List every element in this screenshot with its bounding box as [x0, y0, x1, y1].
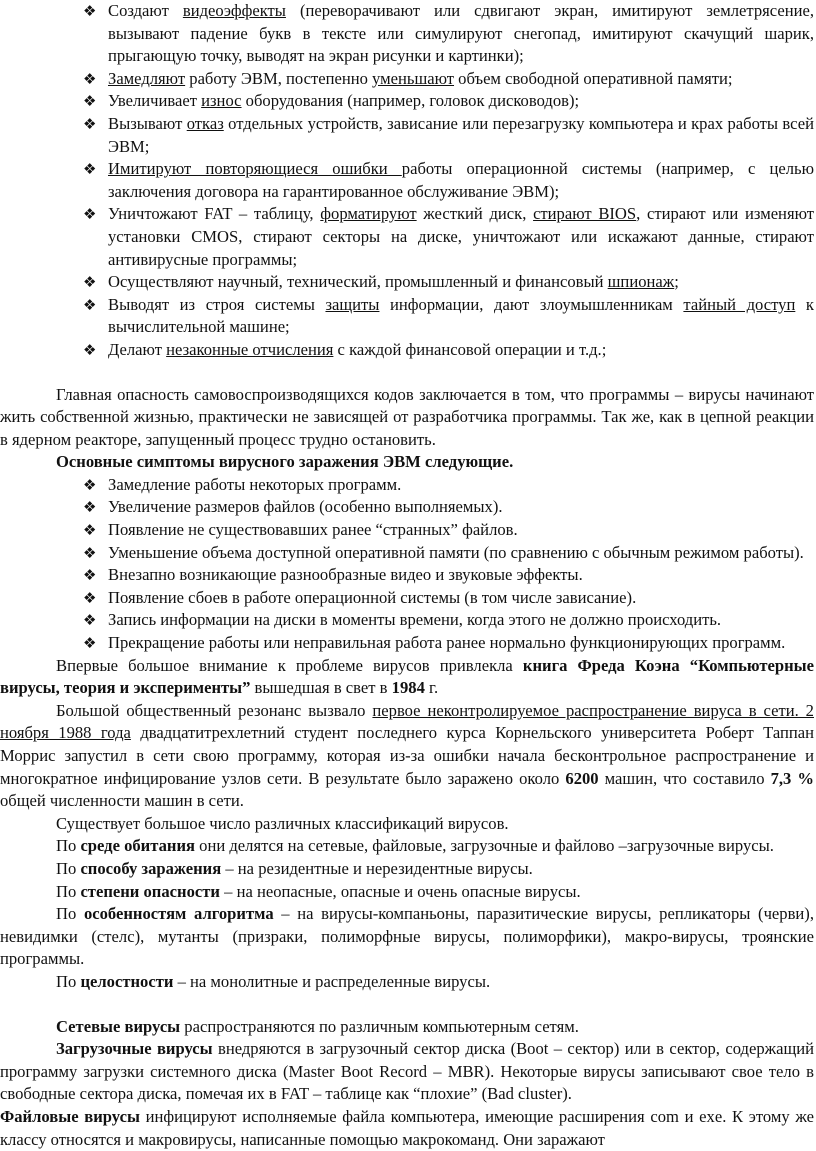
list-item-text: Появление сбоев в работе операционной системы (в том числе зависание).	[108, 587, 637, 607]
paragraph	[0, 655, 814, 700]
diamond-bullet-icon: ❖	[83, 475, 97, 494]
list-item	[83, 609, 814, 632]
paragraph	[0, 1016, 814, 1039]
text-run: с каждой финансовой операции и т.д.;	[333, 339, 607, 359]
list-item-text: Внезапно возникающие разнообразные видео и звуковые эффекты.	[108, 565, 583, 585]
spacer	[0, 994, 814, 1016]
text-run: По	[56, 836, 81, 856]
list-item-text: Уменьшение объема доступной оперативной памяти (по сравнению с обычным режимом работы).	[108, 542, 804, 562]
text-run: общей численности машин в сети.	[0, 791, 244, 811]
underlined-text: первое неконтролируемое распространение вируса в сети. 2 ноября 1988 года	[0, 700, 814, 743]
text-run: к вычислительной машине;	[108, 294, 814, 337]
diamond-bullet-icon: ❖	[83, 295, 97, 314]
list-item	[83, 542, 814, 565]
text-run: жесткий диск,	[416, 204, 534, 224]
bold-text: Файловые вирусы	[0, 1106, 140, 1126]
paragraph	[0, 858, 814, 881]
list-item-text: Увеличение размеров файлов (особенно выполняемых).	[108, 497, 503, 517]
text-run: машин, что составило	[598, 768, 771, 788]
text-run: объем свободной оперативной памяти;	[454, 68, 733, 88]
bold-text: целостности	[80, 971, 174, 991]
text-run: (переворачивают или сдвигают экран, имитируют землетрясение, вызывают падение букв в тексте или симулируют снегопад, имитируют скачущий шарик, прыгающую точку, выводят на экран рисунки и картинки);	[108, 1, 814, 66]
bold-text: 1984	[391, 678, 425, 698]
history-and-classification	[0, 655, 814, 994]
list-item	[83, 587, 814, 610]
list-item	[83, 0, 814, 68]
virus-types	[0, 1016, 814, 1106]
text-run: Делают	[108, 339, 167, 359]
text-run: Уничтожают FAT – таблицу,	[108, 204, 321, 224]
list-item	[83, 474, 814, 497]
underlined-text: уменьшают	[372, 68, 455, 88]
bold-text: книга Фреда Коэна “Компьютерные вирусы, теория и эксперименты”	[0, 655, 814, 698]
text-run: ;	[674, 272, 679, 292]
file-viruses-paragraph	[0, 1106, 814, 1151]
text-run: Большой общественный резонанс вызвало	[56, 700, 373, 720]
diamond-bullet-icon: ❖	[83, 588, 97, 607]
bold-text: степени опасности	[80, 881, 220, 901]
bold-text: особенностям алгоритма	[83, 904, 274, 924]
text-run: г.	[424, 678, 439, 698]
underlined-text: Замедляют	[108, 68, 186, 88]
list-item	[83, 203, 814, 271]
diamond-bullet-icon: ❖	[83, 92, 97, 111]
list-item	[83, 158, 814, 203]
list-item-text: Замедление работы некоторых программ.	[108, 474, 402, 494]
underlined-text: незаконные отчисления	[166, 339, 334, 359]
underlined-text: форматируют	[320, 204, 417, 224]
text-run: инфицируют исполняемые файла компьютера, имеющие расширения com и exe. К этому же классу относятся и макровирусы, написанные помощью макрокоманд. Они заражают	[0, 1106, 815, 1149]
bold-text: Сетевые вирусы	[56, 1016, 181, 1036]
list-item	[83, 90, 814, 113]
text-run: Выводят из строя системы	[108, 294, 326, 314]
diamond-bullet-icon: ❖	[83, 498, 97, 517]
paragraph	[0, 881, 814, 904]
text-run: Впервые большое внимание к проблеме вирусов привлекла	[56, 655, 523, 675]
bold-text: Загрузочные вирусы	[56, 1039, 213, 1059]
list-item	[83, 271, 814, 294]
underlined-text: тайный доступ	[683, 294, 796, 314]
text-run: работу ЭВМ, постепенно	[185, 68, 373, 88]
diamond-bullet-icon: ❖	[83, 2, 97, 20]
list-item	[83, 496, 814, 519]
text-run: Вызывают	[108, 113, 187, 133]
diamond-bullet-icon: ❖	[83, 566, 97, 585]
diamond-bullet-icon: ❖	[83, 69, 97, 88]
text-run: двадцатитрехлетний студент последнего курса Корнельского университета Роберт Таппан Моррис запустил в сети свою программу, которая из-за ошибки начала бесконтрольное распространение и многократное инфицирование узлов сети. В результате было заражено около	[0, 723, 814, 788]
underlined-text: видеоэффекты	[182, 1, 286, 20]
text-run: оборудования (например, головок дисководов);	[241, 91, 580, 111]
underlined-text: износ	[201, 91, 242, 111]
list-item	[83, 68, 814, 91]
text-run: распространяются по различным компьютерным сетям.	[180, 1016, 579, 1036]
text-run: – на монолитные и распределенные вирусы.	[173, 971, 491, 991]
paragraph	[0, 1038, 814, 1106]
paragraph	[0, 813, 814, 836]
list-item-text: Запись информации на диски в моменты времени, когда этого не должно происходить.	[108, 610, 722, 630]
underlined-text: отказ	[186, 113, 224, 133]
text-run: По	[56, 881, 81, 901]
effects-list	[0, 0, 814, 362]
symptoms-list	[0, 474, 814, 655]
text-run: Увеличивает	[108, 91, 202, 111]
underlined-text: стирают BIOS	[533, 204, 637, 224]
list-item-text: Появление не существовавших ранее “странных” файлов.	[108, 520, 518, 540]
text-run: По	[56, 858, 81, 878]
bold-text: 7,3 %	[770, 768, 815, 788]
text-run: По	[56, 971, 81, 991]
diamond-bullet-icon: ❖	[83, 205, 97, 224]
list-item	[83, 113, 814, 158]
diamond-bullet-icon: ❖	[83, 160, 97, 179]
paragraph	[0, 903, 814, 971]
text-run: Осуществляют научный, технический, промышленный и финансовый	[108, 272, 608, 292]
list-item	[83, 339, 814, 362]
underlined-text: защиты	[325, 294, 380, 314]
list-item	[83, 632, 814, 655]
bold-text: способу заражения	[80, 858, 222, 878]
symptoms-heading: Основные симптомы вирусного заражения ЭВМ следующие.	[56, 452, 514, 472]
text-run: Создают	[108, 1, 183, 20]
diamond-bullet-icon: ❖	[83, 273, 97, 292]
diamond-bullet-icon: ❖	[83, 611, 97, 630]
diamond-bullet-icon: ❖	[83, 114, 97, 133]
text-run: отдельных устройств, зависание или перезагрузку компьютера и крах работы всей ЭВМ;	[108, 113, 814, 156]
text-run: По	[56, 904, 84, 924]
diamond-bullet-icon: ❖	[83, 340, 97, 359]
list-item	[83, 519, 814, 542]
underlined-text: Имитируют повторяющиеся ошибки	[108, 159, 402, 179]
text-run: работы операционной системы (например, с целью заключения договора на гарантированное обслуживание ЭВМ);	[108, 159, 814, 201]
text-run: Существует большое число различных классификаций вирусов.	[56, 813, 509, 833]
text-run: информации, дают злоумышленникам	[379, 294, 684, 314]
text-run: – на резидентные и нерезидентные вирусы.	[221, 858, 533, 878]
text-run: вышедшая в свет в	[250, 678, 392, 698]
list-item	[83, 564, 814, 587]
text-run: – на вирусы-компаньоны, паразитические вирусы, репликаторы (черви), невидимки (стелс), мутанты (призраки, полиморфные вирусы, полиморфики), макро-вирусы, троянские программы.	[0, 904, 814, 969]
bold-text: 6200	[565, 768, 599, 788]
text-run: внедряются в загрузочный сектор диска (Boot – сектор) или в сектор, содержащий программу загрузки системного диска (Master Boot Record – MBR). Некоторые вирусы записывают свое тело в свободные сектора диска, помечая их в FAT – таблице как “плохие” (Bad cluster).	[0, 1039, 814, 1104]
underlined-text: шпионаж	[607, 272, 675, 292]
text-run: – на неопасные, опасные и очень опасные вирусы.	[219, 881, 581, 901]
text-run: , стирают или изменяют установки CMOS, стирают секторы на диске, уничтожают или искажают данные, стирают антивирусные программы;	[108, 204, 815, 269]
diamond-bullet-icon: ❖	[83, 634, 97, 653]
paragraph	[0, 700, 814, 813]
bold-text: среде обитания	[80, 836, 195, 856]
diamond-bullet-icon: ❖	[83, 521, 97, 540]
spacer	[0, 362, 814, 384]
text-run: они делятся на сетевые, файловые, загрузочные и файлово –загрузочные вирусы.	[195, 836, 774, 856]
paragraph	[0, 835, 814, 858]
list-item-text: Прекращение работы или неправильная работа ранее нормально функционирующих программ.	[108, 633, 786, 653]
list-item	[83, 294, 814, 339]
diamond-bullet-icon: ❖	[83, 543, 97, 562]
paragraph	[0, 971, 814, 994]
danger-paragraph: Главная опасность самовоспроизводящихся кодов заключается в том, что программы – вирусы начинают жить собственной жизнью, практически не зависящей от разработчика программы. Так же, как в цепной реакции в ядерном реакторе, запущенный процесс трудно остановить.	[0, 384, 814, 449]
